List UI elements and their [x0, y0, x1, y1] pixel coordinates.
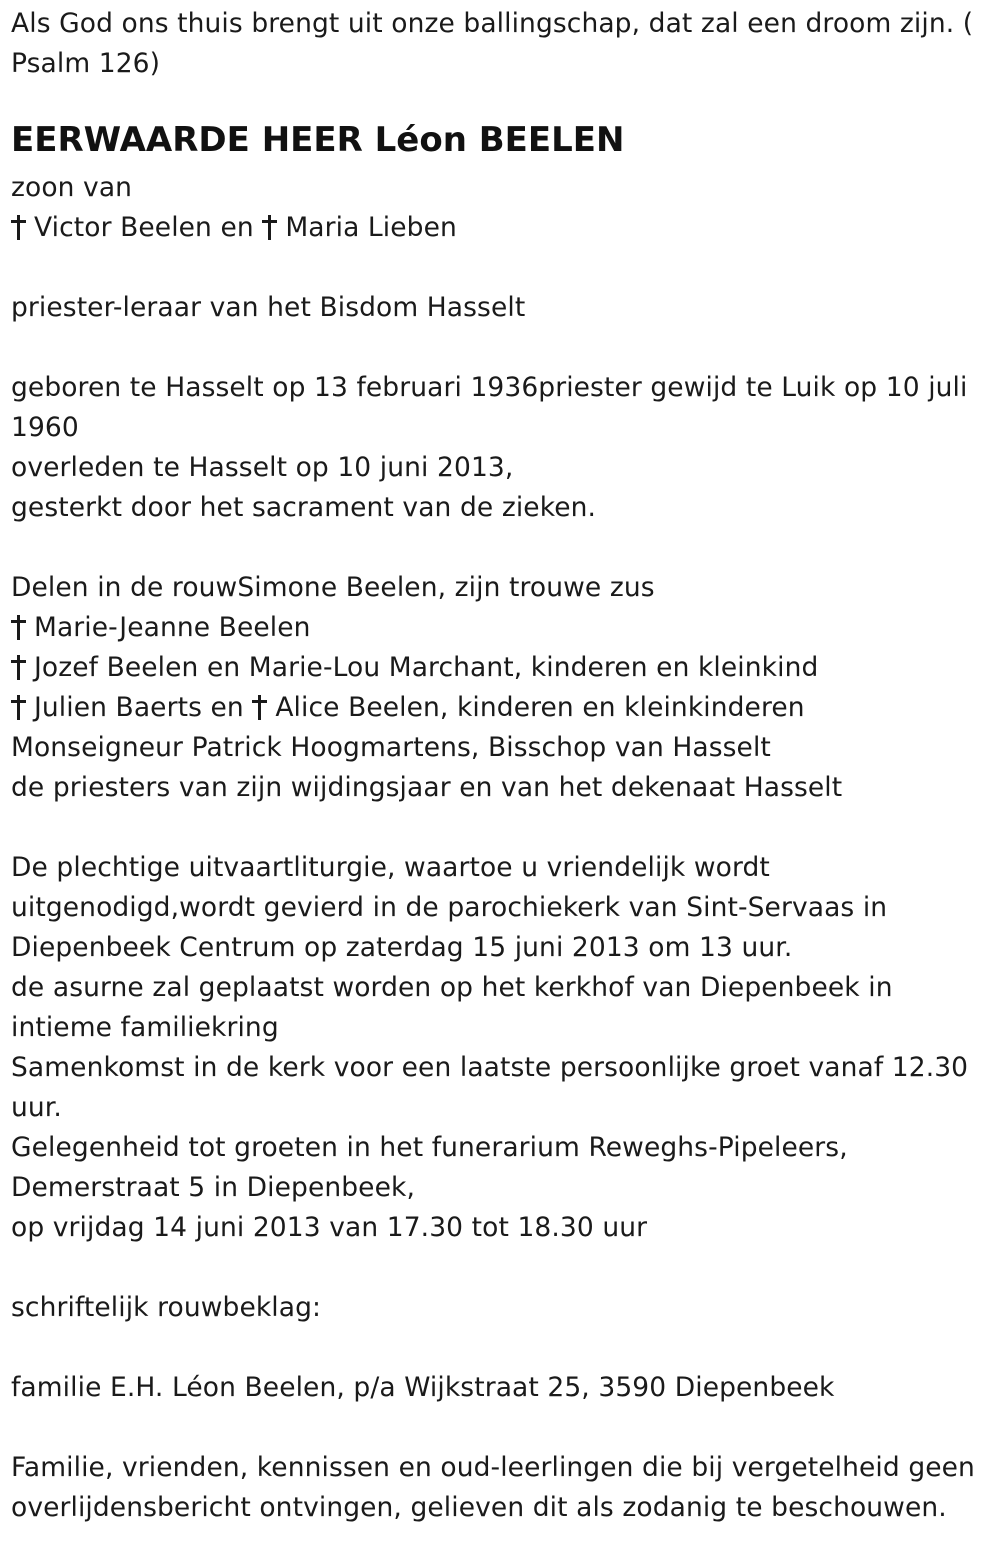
gathering-info: Samenkomst in de kerk voor een laatste persoonlijke groet vanaf 12.30 uur.	[11, 1052, 969, 1123]
mourner-line: Jozef Beelen en Marie-Lou Marchant, kinderen en kleinkind	[11, 648, 986, 688]
mother-name: Maria Lieben	[285, 212, 457, 243]
mourner-line: Julien Baerts en Alice Beelen, kinderen en kleinkinderen	[11, 688, 986, 728]
cross-icon	[262, 214, 277, 240]
cross-icon	[11, 614, 26, 640]
obituary-notice	[11, 4, 986, 1528]
cross-icon	[252, 694, 267, 720]
cross-icon	[11, 694, 26, 720]
spacer	[11, 1408, 986, 1448]
cross-icon	[11, 214, 26, 240]
funeral-liturgy: De plechtige uitvaartliturgie, waartoe u vriendelijk wordt uitgenodigd,wordt gevierd in de parochiekerk van Sint-Servaas in Diepenbeek Centrum op zaterdag 15 juni 2013 om 13 uur.	[11, 852, 888, 963]
spacer	[11, 328, 986, 368]
psalm-quote: Als God ons thuis brengt uit onze ballingschap, dat zal een droom zijn. ( Psalm 126)	[11, 8, 974, 79]
spacer	[11, 248, 986, 288]
mourner-line: Monseigneur Patrick Hoogmartens, Bisschop van Hasselt	[11, 732, 771, 763]
closing-note: Familie, vrienden, kennissen en oud-leerlingen die bij vergetelheid geen overlijdensbericht ontvingen, gelieven dit als zodanig te beschouwen.	[11, 1452, 975, 1523]
spacer	[11, 1328, 986, 1368]
spacer	[11, 808, 986, 848]
condolence-address: familie E.H. Léon Beelen, p/a Wijkstraat 25, 3590 Diepenbeek	[11, 1372, 835, 1403]
born-ordained-line: geboren te Hasselt op 13 februari 1936priester gewijd te Luik op 10 juli 1960	[11, 372, 968, 443]
died-line: overleden te Hasselt op 10 juni 2013,	[11, 452, 514, 483]
father-name: Victor Beelen en	[34, 212, 254, 243]
deceased-name: EERWAARDE HEER Léon BEELEN	[11, 120, 625, 160]
condolence-label: schriftelijk rouwbeklag:	[11, 1292, 322, 1323]
urn-placement: de asurne zal geplaatst worden op het kerkhof van Diepenbeek in intieme familiekring	[11, 972, 893, 1043]
sacrament-line: gesterkt door het sacrament van de zieken.	[11, 492, 597, 523]
mourner-line: Marie-Jeanne Beelen	[11, 608, 986, 648]
son-of-label: zoon van	[11, 172, 133, 203]
spacer	[11, 528, 986, 568]
spacer	[11, 1248, 986, 1288]
mourners-intro: Delen in de rouwSimone Beelen, zijn trouwe zus	[11, 572, 655, 603]
visitation-time: op vrijdag 14 juni 2013 van 17.30 tot 18.30 uur	[11, 1212, 648, 1243]
function-line: priester-leraar van het Bisdom Hasselt	[11, 292, 526, 323]
parents-line	[11, 208, 986, 248]
visitation-info: Gelegenheid tot groeten in het funerarium Reweghs-Pipeleers, Demerstraat 5 in Diepenbeek,	[11, 1132, 848, 1203]
cross-icon	[11, 654, 26, 680]
mourner-line: de priesters van zijn wijdingsjaar en van het dekenaat Hasselt	[11, 772, 843, 803]
